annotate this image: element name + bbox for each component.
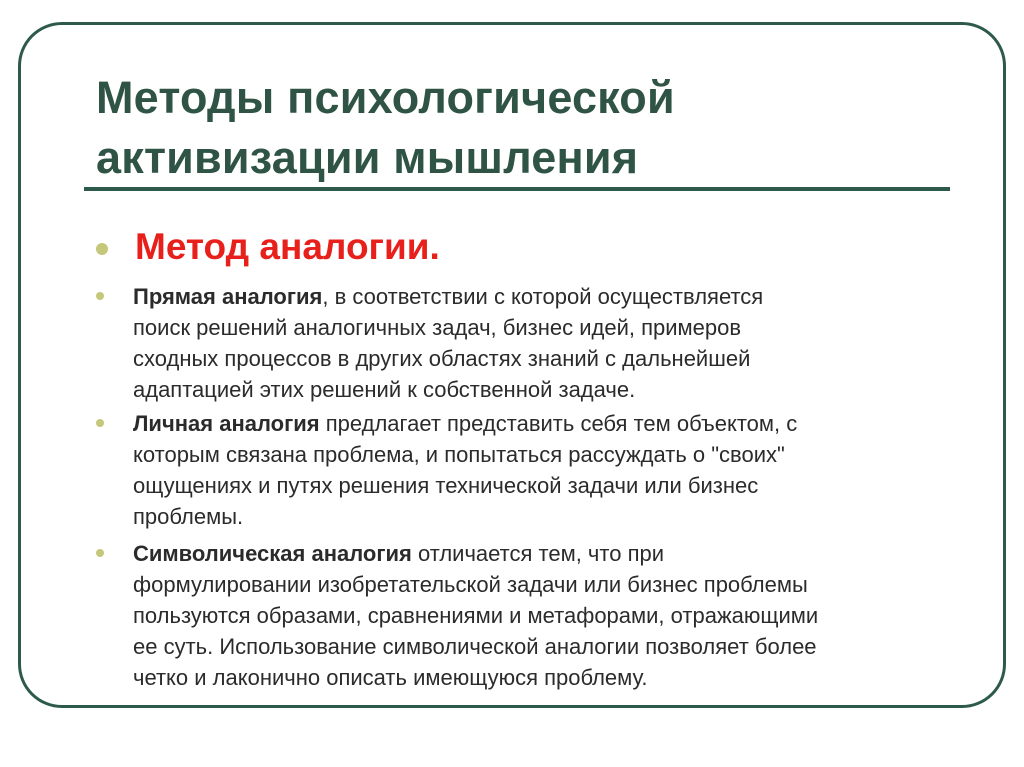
list-item-symbolic-analogy	[96, 538, 956, 693]
term-label: Прямая аналогия	[133, 284, 323, 309]
text-line: четко и лаконично описать имеющуюся проблему.	[133, 665, 648, 690]
text-line: проблемы.	[133, 504, 244, 529]
text-line: сходных процессов в других областях знаний с дальнейшей	[133, 346, 751, 371]
title-line-2: активизации мышления	[96, 132, 639, 183]
line-rest: отличается тем, что при	[411, 541, 665, 566]
title-divider	[84, 187, 950, 191]
method-heading: Метод аналогии.	[135, 226, 440, 267]
list-item-direct-analogy	[96, 281, 956, 405]
text-line: поиск решений аналогичных задач, бизнес идей, примеров	[133, 315, 742, 340]
text-line: ощущениях и путях решения технической задачи или бизнес	[133, 473, 759, 498]
list-item-text	[133, 281, 763, 405]
text-line: ее суть. Использование символической аналогии позволяет более	[133, 634, 817, 659]
list-item-personal-analogy	[96, 408, 956, 532]
slide-title	[96, 68, 675, 188]
method-heading-row	[96, 222, 440, 272]
text-line: пользуются образами, сравнениями и метафорами, отражающими	[133, 603, 819, 628]
term-label: Личная аналогия	[133, 411, 320, 436]
bullet-dot-icon	[96, 292, 104, 300]
bullet-dot-icon	[96, 549, 104, 557]
term-label: Символическая аналогия	[133, 541, 412, 566]
list-item-text	[133, 408, 797, 532]
text-line: формулировании изобретательской задачи или бизнес проблемы	[133, 572, 808, 597]
bullet-dot-icon	[96, 243, 108, 255]
text-line	[133, 538, 818, 569]
text-line	[133, 408, 797, 439]
text-line: которым связана проблема, и попытаться рассуждать о "своих"	[133, 442, 785, 467]
line-rest: , в соответствии с которой осуществляется	[322, 284, 764, 309]
list-item-text	[133, 538, 818, 693]
bullet-dot-icon	[96, 419, 104, 427]
title-line-1: Методы психологической	[96, 72, 675, 123]
text-line	[133, 281, 763, 312]
text-line: адаптацией этих решений к собственной задаче.	[133, 377, 636, 402]
line-rest: предлагает представить себя тем объектом, с	[319, 411, 798, 436]
